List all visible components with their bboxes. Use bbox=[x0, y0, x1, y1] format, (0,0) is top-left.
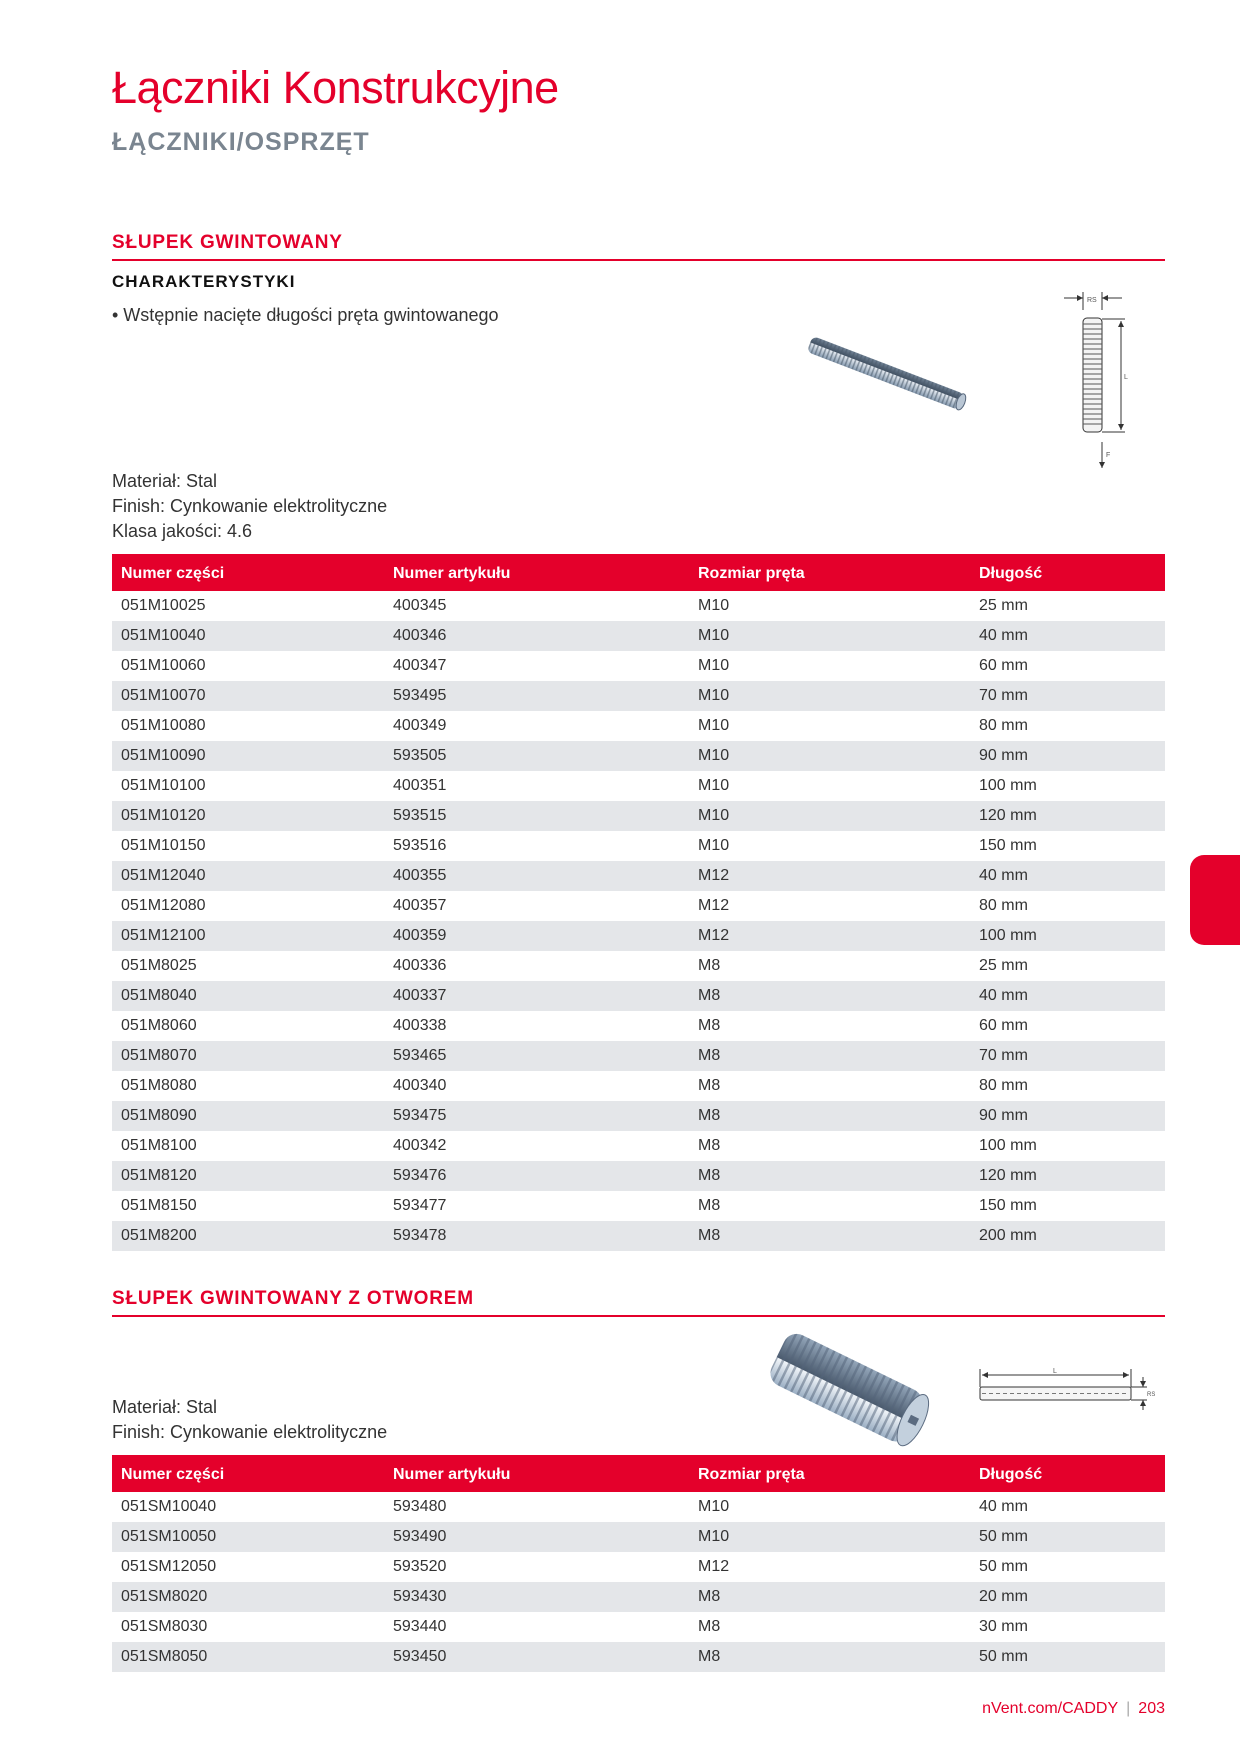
footer-separator: | bbox=[1126, 1700, 1131, 1717]
table-row bbox=[112, 621, 1165, 651]
cell-article-number: 593515 bbox=[384, 801, 689, 831]
cell-length: 120 mm bbox=[970, 801, 1165, 831]
cell-length: 60 mm bbox=[979, 657, 1028, 674]
cell-rod-size: M12 bbox=[698, 1558, 730, 1575]
section-heading-threaded-stud-with-hole: SŁUPEK GWINTOWANY Z OTWOREM bbox=[112, 1288, 1165, 1317]
cell-rod-size: M10 bbox=[698, 777, 730, 794]
table-row bbox=[112, 831, 1165, 861]
cell-rod-size: M10 bbox=[698, 717, 730, 734]
cell-length: 100 mm bbox=[970, 921, 1165, 951]
grade-text: Klasa jakości: 4.6 bbox=[112, 521, 253, 541]
cell-length: 70 mm bbox=[970, 1041, 1165, 1071]
cell-rod-size: M10 bbox=[689, 741, 970, 771]
cell-article-number: 400359 bbox=[384, 921, 689, 951]
cell-article-number: 593477 bbox=[393, 1197, 447, 1214]
table-row bbox=[112, 1071, 1165, 1101]
cell-part-number: 051M8200 bbox=[112, 1221, 384, 1251]
cell-part-number: 051M10100 bbox=[121, 777, 206, 794]
cell-length: 200 mm bbox=[970, 1221, 1165, 1251]
material-text: Materiał: Stal bbox=[112, 471, 218, 491]
cell-length: 40 mm bbox=[979, 1498, 1028, 1515]
cell-article-number: 593475 bbox=[384, 1101, 689, 1131]
cell-length: 25 mm bbox=[979, 597, 1028, 614]
diagram-label-f: F bbox=[1106, 452, 1111, 459]
table-row bbox=[112, 1492, 1165, 1522]
cell-rod-size: M8 bbox=[698, 957, 721, 974]
cell-length: 100 mm bbox=[979, 777, 1037, 794]
cell-part-number: 051SM10040 bbox=[121, 1498, 217, 1515]
chapter-side-tab bbox=[1190, 855, 1240, 945]
cell-length: 50 mm bbox=[979, 1558, 1028, 1575]
cell-rod-size: M10 bbox=[689, 1522, 970, 1552]
table-row bbox=[112, 801, 1165, 831]
page-number: 203 bbox=[1138, 1700, 1165, 1717]
cell-article-number: 400342 bbox=[393, 1137, 447, 1154]
slotted-stud-image bbox=[762, 1332, 937, 1447]
cell-rod-size: M8 bbox=[689, 1101, 970, 1131]
threaded-stud-dimension-diagram bbox=[1060, 290, 1140, 475]
cell-part-number: 051M10090 bbox=[112, 741, 384, 771]
column-header-article-number: Numer artykułu bbox=[384, 554, 689, 591]
table-row bbox=[112, 1522, 1165, 1552]
cell-rod-size: M10 bbox=[698, 1498, 730, 1515]
cell-part-number: 051M10070 bbox=[112, 681, 384, 711]
table-row bbox=[112, 891, 1165, 921]
column-header-part-number: Numer części bbox=[112, 554, 384, 591]
table-row bbox=[112, 1642, 1165, 1672]
cell-length: 90 mm bbox=[970, 1101, 1165, 1131]
table-row bbox=[112, 681, 1165, 711]
cell-article-number: 593505 bbox=[384, 741, 689, 771]
table-row bbox=[112, 711, 1165, 741]
material-text: Materiał: Stal bbox=[112, 1397, 218, 1417]
diagram-label-rs: RS bbox=[1087, 297, 1097, 304]
diagram2-label-rs: RS bbox=[1147, 1392, 1155, 1398]
cell-rod-size: M8 bbox=[689, 1221, 970, 1251]
cell-length: 50 mm bbox=[970, 1522, 1165, 1552]
table-header-row bbox=[112, 554, 1165, 591]
cell-length: 30 mm bbox=[979, 1618, 1028, 1635]
cell-length: 80 mm bbox=[979, 717, 1028, 734]
cell-rod-size: M8 bbox=[689, 1161, 970, 1191]
page-subtitle: ŁĄCZNIKI/OSPRZĘT bbox=[112, 128, 370, 156]
cell-part-number: 051M8150 bbox=[121, 1197, 197, 1214]
cell-length: 20 mm bbox=[970, 1582, 1165, 1612]
cell-rod-size: M8 bbox=[698, 1197, 721, 1214]
column-header-rod-size: Rozmiar pręta bbox=[689, 554, 970, 591]
cell-rod-size: M8 bbox=[698, 1017, 721, 1034]
cell-length: 60 mm bbox=[979, 1017, 1028, 1034]
column-header-length: Długość bbox=[970, 554, 1165, 591]
cell-article-number: 400345 bbox=[393, 597, 447, 614]
table-row bbox=[112, 1041, 1165, 1071]
table-row bbox=[112, 1011, 1165, 1041]
section2-specs bbox=[112, 1395, 387, 1445]
cell-length: 40 mm bbox=[970, 621, 1165, 651]
table-row bbox=[112, 921, 1165, 951]
threaded-stud-with-hole-table bbox=[112, 1455, 1165, 1672]
table-row bbox=[112, 651, 1165, 681]
table-row bbox=[112, 1221, 1165, 1251]
cell-rod-size: M10 bbox=[698, 657, 730, 674]
cell-article-number: 593490 bbox=[384, 1522, 689, 1552]
cell-length: 100 mm bbox=[979, 1137, 1037, 1154]
table-row bbox=[112, 951, 1165, 981]
cell-rod-size: M8 bbox=[698, 1077, 721, 1094]
column-header-part-number: Numer części bbox=[112, 1455, 384, 1492]
cell-article-number: 400346 bbox=[384, 621, 689, 651]
cell-article-number: 593430 bbox=[384, 1582, 689, 1612]
page-title: Łączniki Konstrukcyjne bbox=[112, 62, 559, 113]
cell-rod-size: M10 bbox=[689, 801, 970, 831]
table-row bbox=[112, 1131, 1165, 1161]
cell-part-number: 051SM12050 bbox=[121, 1558, 217, 1575]
cell-rod-size: M8 bbox=[698, 1618, 721, 1635]
cell-article-number: 593495 bbox=[384, 681, 689, 711]
cell-length: 80 mm bbox=[979, 897, 1028, 914]
table-row bbox=[112, 741, 1165, 771]
table-row bbox=[112, 1191, 1165, 1221]
diagram2-label-l: L bbox=[1053, 1368, 1057, 1375]
table-row bbox=[112, 1101, 1165, 1131]
cell-length: 150 mm bbox=[979, 1197, 1037, 1214]
table-row bbox=[112, 1612, 1165, 1642]
section1-specs bbox=[112, 469, 387, 544]
cell-part-number: 051M10025 bbox=[121, 597, 206, 614]
cell-article-number: 400349 bbox=[393, 717, 447, 734]
cell-part-number: 051M8070 bbox=[112, 1041, 384, 1071]
cell-article-number: 593480 bbox=[393, 1498, 447, 1515]
cell-rod-size: M10 bbox=[698, 837, 730, 854]
cell-article-number: 593440 bbox=[393, 1618, 447, 1635]
cell-rod-size: M8 bbox=[689, 1582, 970, 1612]
table-header-row bbox=[112, 1455, 1165, 1492]
cell-length: 70 mm bbox=[970, 681, 1165, 711]
cell-part-number: 051M8080 bbox=[121, 1077, 197, 1094]
cell-part-number: 051M12080 bbox=[121, 897, 206, 914]
table-row bbox=[112, 591, 1165, 621]
characteristics-bullet: • Wstępnie nacięte długości pręta gwintowanego bbox=[112, 305, 499, 325]
cell-article-number: 400351 bbox=[393, 777, 447, 794]
table-row bbox=[112, 1552, 1165, 1582]
cell-rod-size: M8 bbox=[689, 981, 970, 1011]
cell-part-number: 051M12040 bbox=[112, 861, 384, 891]
cell-length: 80 mm bbox=[979, 1077, 1028, 1094]
slotted-stud-dimension-diagram bbox=[975, 1365, 1155, 1415]
table-row bbox=[112, 861, 1165, 891]
cell-article-number: 400337 bbox=[384, 981, 689, 1011]
cell-length: 25 mm bbox=[979, 957, 1028, 974]
cell-rod-size: M10 bbox=[698, 597, 730, 614]
cell-rod-size: M8 bbox=[689, 1642, 970, 1672]
cell-article-number: 593478 bbox=[384, 1221, 689, 1251]
cell-article-number: 593476 bbox=[384, 1161, 689, 1191]
cell-article-number: 400355 bbox=[384, 861, 689, 891]
cell-part-number: 051M8120 bbox=[112, 1161, 384, 1191]
cell-part-number: 051M10060 bbox=[121, 657, 206, 674]
cell-length: 90 mm bbox=[970, 741, 1165, 771]
cell-part-number: 051M10040 bbox=[112, 621, 384, 651]
cell-length: 150 mm bbox=[979, 837, 1037, 854]
cell-rod-size: M8 bbox=[698, 1137, 721, 1154]
threaded-stud-table bbox=[112, 554, 1165, 1251]
cell-rod-size: M10 bbox=[689, 681, 970, 711]
cell-rod-size: M8 bbox=[689, 1041, 970, 1071]
page-footer bbox=[982, 1700, 1165, 1718]
cell-length: 40 mm bbox=[970, 861, 1165, 891]
cell-part-number: 051M10150 bbox=[121, 837, 206, 854]
cell-part-number: 051SM8030 bbox=[121, 1618, 208, 1635]
section-heading-threaded-stud: SŁUPEK GWINTOWANY bbox=[112, 232, 1165, 261]
cell-article-number: 400336 bbox=[393, 957, 447, 974]
characteristics-heading: CHARAKTERYSTYKI bbox=[112, 272, 296, 291]
cell-article-number: 593520 bbox=[393, 1558, 447, 1575]
cell-part-number: 051M8025 bbox=[121, 957, 197, 974]
cell-rod-size: M12 bbox=[698, 897, 730, 914]
cell-part-number: 051M8060 bbox=[121, 1017, 197, 1034]
cell-part-number: 051M10120 bbox=[112, 801, 384, 831]
cell-part-number: 051SM8050 bbox=[112, 1642, 384, 1672]
cell-article-number: 593450 bbox=[384, 1642, 689, 1672]
cell-part-number: 051SM10050 bbox=[112, 1522, 384, 1552]
table-row bbox=[112, 771, 1165, 801]
cell-article-number: 400357 bbox=[393, 897, 447, 914]
cell-rod-size: M12 bbox=[689, 861, 970, 891]
cell-length: 50 mm bbox=[970, 1642, 1165, 1672]
footer-website-link[interactable]: nVent.com/CADDY bbox=[982, 1700, 1119, 1717]
column-header-article-number: Numer artykułu bbox=[384, 1455, 689, 1492]
cell-rod-size: M12 bbox=[689, 921, 970, 951]
table-row bbox=[112, 981, 1165, 1011]
cell-article-number: 400340 bbox=[393, 1077, 447, 1094]
cell-part-number: 051SM8020 bbox=[112, 1582, 384, 1612]
finish-text: Finish: Cynkowanie elektrolityczne bbox=[112, 1422, 388, 1442]
column-header-length: Długość bbox=[970, 1455, 1165, 1492]
cell-length: 40 mm bbox=[970, 981, 1165, 1011]
finish-text: Finish: Cynkowanie elektrolityczne bbox=[112, 496, 388, 516]
column-header-rod-size: Rozmiar pręta bbox=[689, 1455, 970, 1492]
cell-length: 120 mm bbox=[970, 1161, 1165, 1191]
cell-article-number: 400338 bbox=[393, 1017, 447, 1034]
cell-article-number: 400347 bbox=[393, 657, 447, 674]
cell-part-number: 051M12100 bbox=[112, 921, 384, 951]
cell-rod-size: M10 bbox=[689, 621, 970, 651]
table-row bbox=[112, 1161, 1165, 1191]
diagram-label-l: L bbox=[1124, 374, 1128, 381]
cell-article-number: 593516 bbox=[393, 837, 447, 854]
threaded-rod-image bbox=[800, 332, 975, 417]
cell-part-number: 051M8090 bbox=[112, 1101, 384, 1131]
cell-part-number: 051M8100 bbox=[121, 1137, 197, 1154]
cell-part-number: 051M8040 bbox=[112, 981, 384, 1011]
cell-part-number: 051M10080 bbox=[121, 717, 206, 734]
cell-article-number: 593465 bbox=[384, 1041, 689, 1071]
table-row bbox=[112, 1582, 1165, 1612]
